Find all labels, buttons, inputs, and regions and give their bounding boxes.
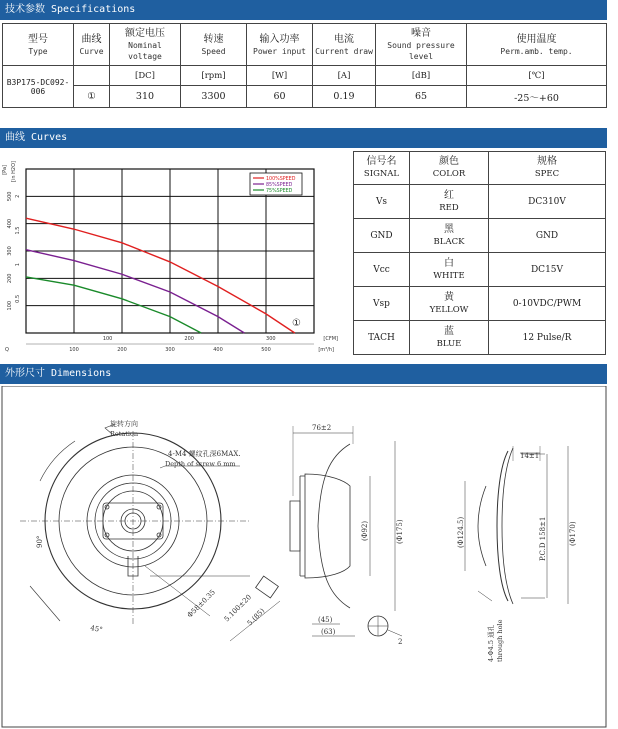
- header-power: 输入功率 Power input: [247, 24, 313, 66]
- y-tick-label: 300: [7, 246, 13, 256]
- screw-note-cn: 4-M4 螺纹孔深6MAX.: [168, 450, 241, 458]
- sig-row-spec: GND: [489, 219, 606, 253]
- value-current: 0.19: [313, 86, 376, 108]
- sig-row-signal: Vcc: [354, 253, 410, 287]
- x2-tick-label: 300: [266, 336, 276, 342]
- value-curve: ①: [74, 86, 110, 108]
- side-view: [290, 426, 402, 636]
- legend-label: 75%SPEED: [266, 188, 293, 194]
- unit-voltage: [DC]: [110, 66, 181, 86]
- unit-temp: [℃]: [467, 66, 607, 86]
- dia-58-label: Φ58±0.35: [185, 588, 217, 620]
- x-tick-label: 200: [117, 347, 127, 353]
- pcd-158: P.C.D 158±1: [539, 516, 547, 561]
- sig-row-signal: Vsp: [354, 287, 410, 321]
- x-tick-label: 400: [213, 347, 223, 353]
- value-speed: 3300: [181, 86, 247, 108]
- y-tick-label: 200: [7, 273, 14, 284]
- unit-noise: [dB]: [376, 66, 467, 86]
- hole-note-cn: 4-Φ4.5 通孔: [487, 624, 495, 662]
- x-axis-unit: [m³/h]: [318, 347, 334, 353]
- sig-header-color: 颜色 COLOR: [410, 152, 489, 185]
- series-line: [26, 218, 295, 333]
- model-cell: B3P175-DC092-006: [3, 66, 74, 108]
- dia-92: (Φ92): [361, 520, 369, 541]
- len-45: (45): [318, 616, 333, 624]
- x2-tick-label: 200: [184, 336, 194, 342]
- angle-90: 90°: [36, 535, 44, 548]
- dia-124: (Φ124.5): [457, 516, 465, 548]
- x2-tick-label: 100: [102, 336, 113, 342]
- width-76: 76±2: [312, 424, 332, 432]
- sig-row-color: 黑 BLACK: [410, 219, 489, 253]
- y-tick-label: 100: [7, 300, 13, 311]
- y2-tick-label: 1: [15, 263, 21, 267]
- x-tick-label: 500: [261, 347, 271, 353]
- sig-row-color: 蓝 BLUE: [410, 321, 489, 355]
- curves-header: 曲线 Curves: [0, 128, 607, 148]
- sig-header-spec: 规格 SPEC: [489, 152, 606, 185]
- y2-tick-label: 1.5: [15, 226, 21, 235]
- value-noise: 65: [376, 86, 467, 108]
- x-axis-label: Q: [5, 347, 9, 353]
- signal-table: [353, 151, 606, 355]
- legend-label: 100%SPEED: [266, 176, 296, 182]
- sig-row-spec: DC15V: [489, 253, 606, 287]
- y-axis-unit-inh2o: [in H2O]: [11, 161, 17, 182]
- header-noise: 噪音 Sound pressure level: [376, 24, 467, 66]
- sig-row-color: 红 RED: [410, 185, 489, 219]
- header-temp: 使用温度 Perm.amb. temp.: [467, 24, 607, 66]
- width-14: 14±1: [520, 452, 540, 460]
- x2-axis-unit: [CFM]: [323, 336, 338, 342]
- dia-175: (Φ175): [396, 519, 404, 544]
- sig-row-signal: GND: [354, 219, 410, 253]
- unit-empty: [74, 66, 110, 86]
- x-tick-label: 100: [69, 347, 79, 353]
- specifications-header: 技术参数 Specifications: [0, 0, 607, 20]
- hole-note-en: through hole: [496, 619, 504, 662]
- series-line: [26, 277, 201, 333]
- unit-current: [A]: [313, 66, 376, 86]
- header-curve: 曲线 Curve: [74, 24, 110, 66]
- sig-row-color: 黄 YELLOW: [410, 287, 489, 321]
- value-voltage: 310: [110, 86, 181, 108]
- lead-length-1: 5.100±20: [222, 593, 254, 624]
- legend-label: 85%SPEED: [266, 182, 293, 188]
- len-63: (63): [321, 628, 336, 636]
- y-tick-label: 500: [7, 191, 13, 202]
- header-speed: 转速 Speed: [181, 24, 247, 66]
- rotation-label-en: Rotation: [110, 430, 139, 438]
- curve-marker: ①: [292, 318, 301, 329]
- header-voltage: 额定电压 Nominal voltage: [110, 24, 181, 66]
- sig-row-signal: TACH: [354, 321, 410, 355]
- series-line: [26, 250, 244, 333]
- unit-power: [W]: [247, 66, 313, 86]
- dim-2: 2: [398, 638, 403, 646]
- rotation-label-cn: 旋转方向: [110, 420, 138, 428]
- performance-curve-chart: [2, 151, 348, 357]
- y2-tick-label: 0.5: [15, 294, 21, 303]
- dimensions-header: 外形尺寸 Dimensions: [0, 364, 607, 384]
- x-tick-label: 300: [165, 347, 175, 353]
- sig-header-signal: 信号名 SIGNAL: [354, 152, 410, 185]
- y2-tick-label: 2: [15, 194, 21, 198]
- back-view: [465, 446, 568, 604]
- dia-170: (Φ170): [569, 521, 577, 546]
- sig-row-spec: DC310V: [489, 185, 606, 219]
- value-power: 60: [247, 86, 313, 108]
- sig-row-spec: 12 Pulse/R: [489, 321, 606, 355]
- sig-row-signal: Vs: [354, 185, 410, 219]
- sig-row-color: 白 WHITE: [410, 253, 489, 287]
- angle-45: 45°: [89, 624, 104, 635]
- y-axis-unit-pa: [Pa]: [2, 165, 8, 175]
- specifications-table: [2, 23, 607, 108]
- screw-note-en: Depth of screw 6 mm: [165, 460, 236, 468]
- value-temp: -25～+60: [467, 86, 607, 108]
- unit-speed: [rpm]: [181, 66, 247, 86]
- y-tick-label: 400: [7, 218, 13, 229]
- sig-row-spec: 0-10VDC/PWM: [489, 287, 606, 321]
- lead-length-2: 5.(85): [245, 606, 267, 628]
- header-type: 型号 Type: [3, 24, 74, 66]
- header-current: 电流 Current draw: [313, 24, 376, 66]
- dimension-drawing: [0, 386, 618, 729]
